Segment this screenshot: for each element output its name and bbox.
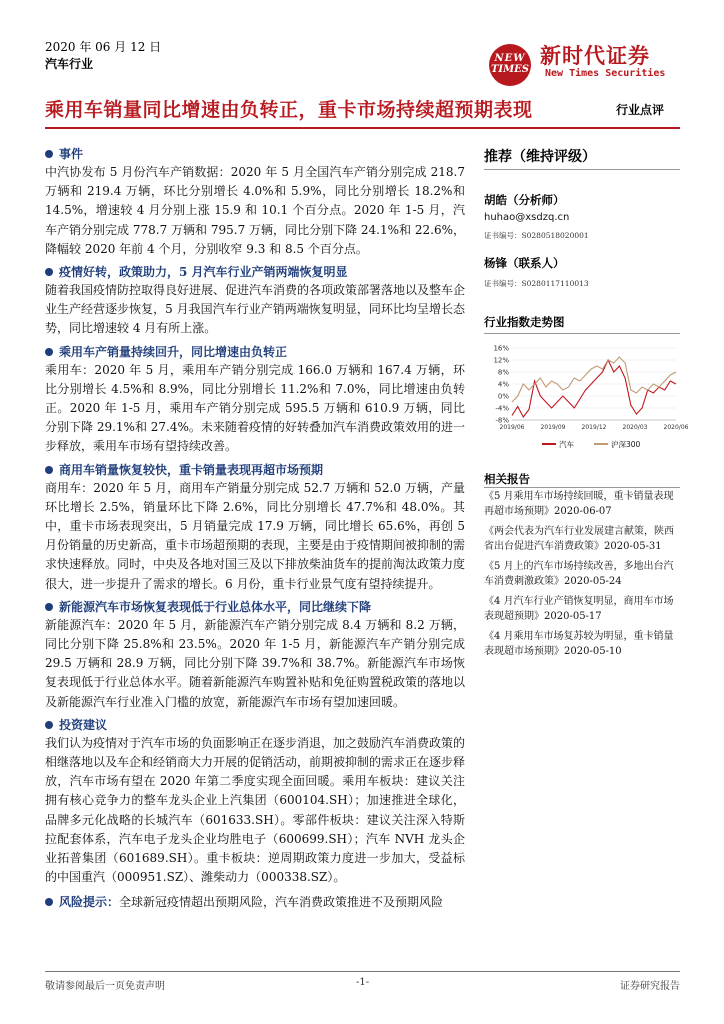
company-name-en: New Times Securities [545,68,666,79]
analyst-email-1[interactable]: huhao@xsdzq.cn [484,212,570,223]
report-title: 乘用车销量同比增速由负转正，重卡市场持续超预期表现 [45,99,533,121]
chart-ytick-label: -4% [495,404,509,413]
bullet-icon [45,348,53,356]
section-head-advice [45,717,465,734]
chart-xtick-label: 2019/12 [581,424,607,431]
section-head-passenger [45,344,465,361]
footer-divider [45,971,680,972]
analyst-cert-1: 证书编号：S0280518020001 [484,231,589,240]
rating: 推荐（维持评级） [484,149,596,165]
chart-series-line [512,360,676,417]
risk-body: 全球新冠疫情超出预期风险，汽车消费政策推进不及预期风险 [119,894,444,909]
section-head-text: 投资建议 [59,717,108,732]
rating-divider [484,169,680,170]
footer-disclaimer: 敬请参阅最后一页免责声明 [45,981,165,992]
chart-xtick-label: 2019/09 [540,424,566,431]
chart-xtick-label: 2020/03 [622,424,648,431]
section-head-recovery [45,264,465,281]
risk-warning [45,893,465,912]
related-report-link[interactable]: 《4 月汽车行业产销恢复明显，商用车市场表现超预期》2020-05-17 [484,596,674,622]
page-number: -1- [356,977,370,988]
related-divider [484,487,680,488]
bullet-icon [45,721,53,729]
bullet-icon [45,466,53,474]
section-head-nev [45,599,465,616]
chart-ytick-label: 4% [497,380,509,389]
risk-head: 风险提示： [59,894,120,909]
section-body-advice: 我们认为疫情对于汽车市场的负面影响正在逐步消退，加之鼓励汽车消费政策的相继落地以及车企和经销商大力开展的促销活动，前期被抑制的需求正在逐步释放，汽车市场有望在 2020 年第二季度实现全面回暖。乘用车板块：建议关注拥有核心竞争力的整车龙头企业上汽集团（600104.SH）；加速推进全球化，品牌多元化战略的长城汽车（601633.SH）。零部件板块：建议关注深入特斯拉配套体系，汽车电子龙头企业均胜电子（600699.SH）；汽车 NVH 龙头企业拓普集团（601689.SH）。重卡板块：逆周期政策力度进一步加大，受益标的中国重汽（000951.SZ）、潍柴动力（000338.SZ）。 [45,735,466,885]
analyst-name-2: 杨锋（联系人） [484,256,565,270]
section-head-text: 乘用车产销量持续回升，同比增速由负转正 [59,344,288,359]
new-times-logo-mark [489,44,531,86]
report-date: 2020 年 06 月 12 日 [45,40,162,54]
chart-legend-label: 沪深300 [611,440,641,449]
chart-ytick-label: 12% [493,356,509,365]
company-name-cn: 新时代证券 [540,43,650,68]
section-body-event: 中汽协发布 5 月份汽车产销数据：2020 年 5 月全国汽车产销分别完成 218.7 万辆和 219.4 万辆，环比分别增长 4.0%和 5.9%，同比分别增长 18.2%和 14.5%，增速较 4 月分别上涨 15.9 和 10.1 个百分点。2020 年 1-5 月，汽车产销分别完成 778.7 万辆和 795.7 万辆，同比分别下降 24.1%和 22.6%，降幅较 2020 年前 4 个月，分别收窄 9.3 和 8.5 个百分点。 [45,165,465,256]
chart-xtick-label: 2019/06 [499,424,525,431]
chart-ytick-label: 0% [497,392,509,401]
section-head-text: 商用车销量恢复较快，重卡销量表现再超市场预期 [59,462,324,477]
related-report-link[interactable]: 《5 月乘用车市场持续回暖，重卡销量表现再超市场预期》2020-06-07 [484,491,674,517]
section-body-recovery: 随着我国疫情防控取得良好进展、促进汽车消费的各项政策部署落地以及整车企业生产经营逐步恢复，5 月我国汽车行业产销两端恢复明显，同环比均呈增长态势，同比增速较 4 月有所上涨。 [45,283,466,336]
section-head-text: 事件 [59,147,84,161]
related-report-link[interactable]: 《4 月乘用车市场复苏较为明显，重卡销量表现超市场预期》2020-05-10 [484,631,674,657]
title-divider [45,127,680,129]
related-report-link[interactable]: 《两会代表为汽车行业发展建言献策，陕西省出台促进汽车消费政策》2020-05-31 [484,526,674,552]
logo-mark-line1: NEW [494,53,526,64]
section-head-text: 新能源汽车市场恢复表现低于行业总体水平，同比继续下降 [59,599,372,614]
main-body [45,146,465,912]
logo-mark-line2: TIMES [490,64,530,75]
chart-ytick-label: -8% [495,416,509,425]
bullet-icon [45,150,53,158]
section-body-commercial: 商用车：2020 年 5 月，商用车产销量分别完成 52.7 万辆和 52.0 万辆，产量环比增长 2.5%，销量环比下降 2.6%，同比分别增长 47.7%和 48.0%。其中，重卡市场表现突出，5 月销量完成 17.9 万辆，同比增长 65.6%，再创 5 月份销量的历史新高，重卡市场超预期的表现，主要是由于疫情期间被抑制的需求快速释放。同时，中央及各地对国三及以下排放柴油货车的提前淘汰政策力度很大，进一步提升了需求的增长。6 月份，重卡行业景气度有望持续提升。 [45,480,466,591]
chart-title: 行业指数走势图 [484,315,565,329]
related-report-link[interactable]: 《5 月上的汽车市场持续改善，多地出台汽车消费刺激政策》2020-05-24 [484,561,674,587]
footer-report-type: 证券研究报告 [620,981,680,992]
section-head-text: 疫情好转，政策助力，5 月汽车行业产销两端恢复明显 [59,265,348,280]
section-head-event [45,146,465,163]
section-body-nev: 新能源汽车：2020 年 5 月，新能源汽车产销分别完成 8.4 万辆和 8.2 万辆，同比分别下降 25.8%和 23.5%。2020 年 1-5 月，新能源汽车产销分别完成 29.5 万辆和 28.9 万辆，同比分别下降 39.7%和 38.7%。新能源汽车市场恢复表现低于行业总体水平。随着新能源汽车购置补贴和免征购置税政策的落地以及新能源汽车行业准入门槛的放宽，新能源汽车市场有望加速回暖。 [45,617,466,709]
section-body-passenger: 乘用车：2020 年 5 月，乘用车产销分别完成 166.0 万辆和 167.4 万辆，环比分别增长 4.5%和 8.9%，同比分别增长 11.2%和 7.0%，同比增速由负转正。2020 年 1-5 月，乘用车产销分别完成 595.5 万辆和 610.9 万辆，同比分别下降 29.1%和 27.4%。未来随着疫情的好转叠加汽车消费政策效用的进一步释放，乘用车市场有望持续改善。 [45,362,465,454]
bullet-icon [45,898,53,906]
chart-divider [484,333,680,334]
index-trend-chart [484,340,689,460]
chart-legend-label: 汽车 [559,440,574,449]
bullet-icon [45,268,53,276]
analyst-name-1: 胡皓（分析师） [484,193,565,207]
chart-series-line [512,357,676,402]
industry-label: 汽车行业 [45,57,94,71]
related-reports-title: 相关报告 [484,472,530,486]
section-head-commercial [45,462,465,479]
related-reports-list [484,490,680,665]
report-type-tag: 行业点评 [616,103,665,117]
analyst-cert-2: 证书编号：S0280117110013 [484,279,589,288]
chart-ytick-label: 16% [493,344,509,353]
chart-xtick-label: 2020/06 [663,424,689,431]
bullet-icon [45,603,53,611]
chart-ytick-label: 8% [497,368,509,377]
